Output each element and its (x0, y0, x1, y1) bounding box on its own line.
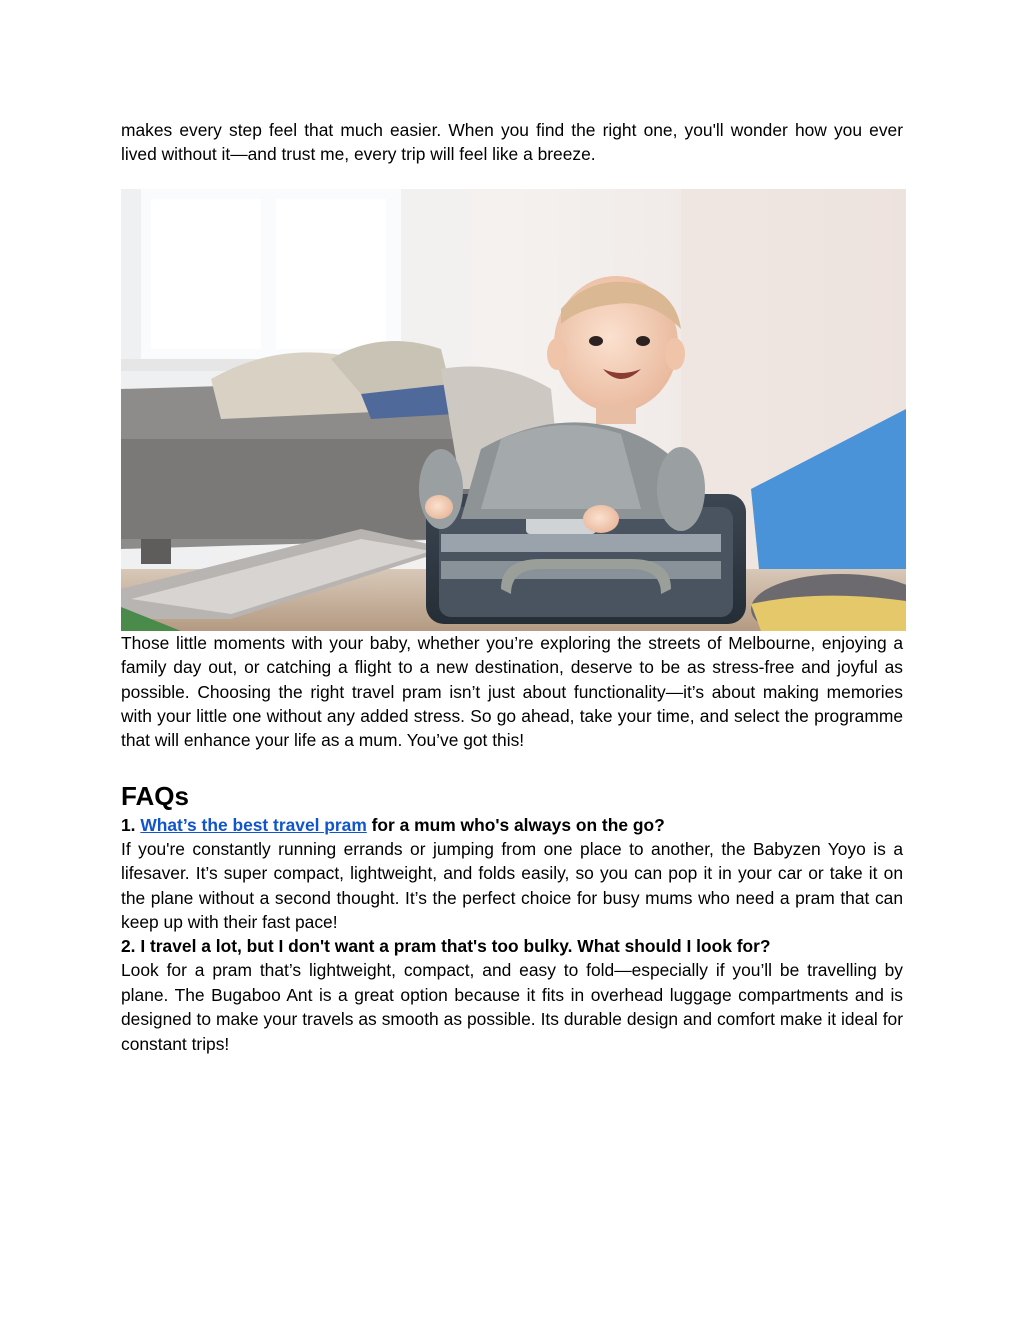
best-travel-pram-link[interactable]: What’s the best travel pram (140, 814, 367, 835)
document-page (121, 118, 903, 1056)
faqs-heading: FAQs (121, 780, 189, 811)
intro-paragraph: makes every step feel that much easier. When you find the right one, you'll wonder how you ever lived without it—and trust me, every trip will feel like a breeze. (121, 120, 903, 165)
faq-answer-1: If you're constantly running errands or jumping from one place to another, the Babyzen Yoyo is a lifesaver. It’s super compact, lightweight, and folds easily, so you can pop it in your car or take it on the plane without a second thought. It’s the perfect choice for busy mums who need a pram that can keep up with their fast pace! (121, 838, 903, 933)
faq-question-1 (121, 813, 903, 837)
faq-question-2: 2. I travel a lot, but I don't want a pram that's too bulky. What should I look for? (121, 936, 771, 957)
faq-answer-2: Look for a pram that’s lightweight, compact, and easy to fold—especially if you’ll be travelling by plane. The Bugaboo Ant is a great option because it fits in overhead luggage compartments and is designed to make your travels as smooth as possible. Its durable design and comfort make it ideal for constant trips! (121, 960, 903, 1054)
faq-question-1-rest: for a mum who's always on the go? (366, 814, 665, 835)
moments-paragraph: Those little moments with your baby, whether you’re exploring the streets of Melbourne, enjoying a family day out, or catching a flight to a new destination, deserve to be as stress-free and joyful as possible. Choosing the right travel pram isn’t just about functionality—it’s about making memories with your little one without any added stress. So go ahead, take your time, and select the programme that will enhance your life as a mum. You’ve got this! (121, 632, 903, 751)
baby-in-suitcase-photo (121, 189, 906, 631)
faq-question-1-number: 1. (121, 814, 141, 835)
